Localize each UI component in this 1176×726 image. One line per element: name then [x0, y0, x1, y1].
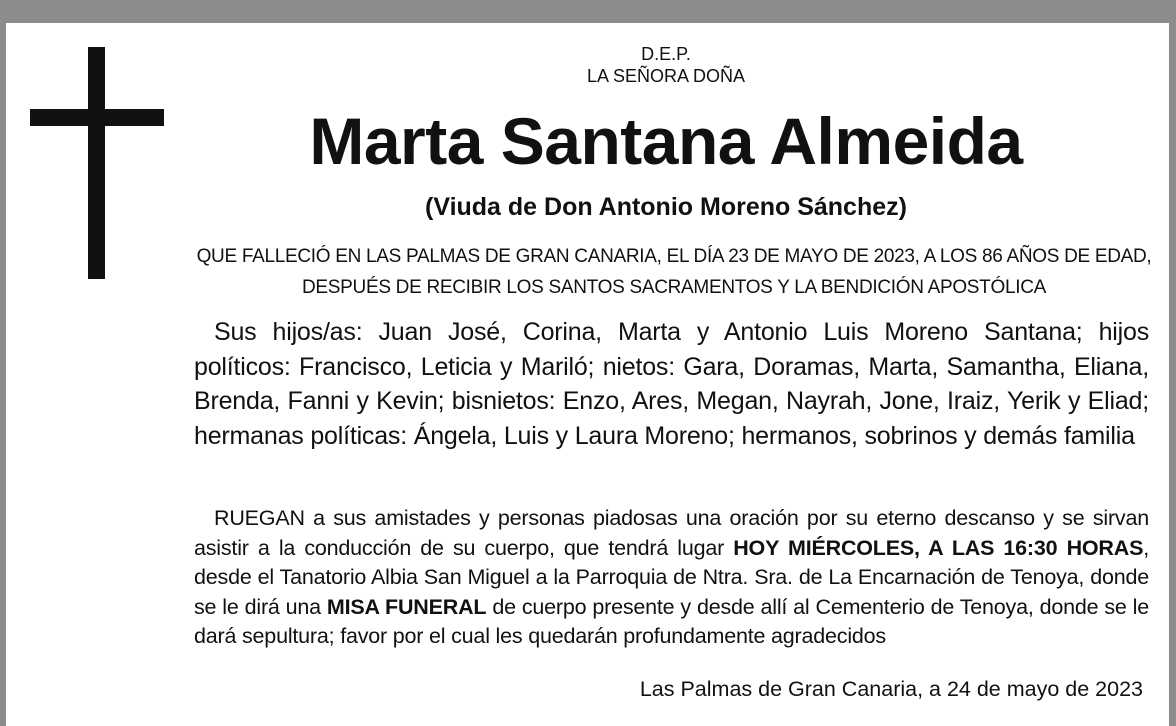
request-text-3: de cuerpo presente y desde allí al Cementerio de Tenoya, donde se le dará sepultura; favor por el cual les quedarán profundamente agradecidos — [194, 594, 1149, 648]
funeral-request — [194, 504, 1149, 652]
request-text-2: , desde el Tanatorio Albia San Miguel a la Parroquia de Ntra. Sra. de La Encarnación de Tenoya, donde se le dirá una — [194, 535, 1149, 619]
request-text-1: RUEGAN a sus amistades y personas piadosas una oración por su eterno descanso y se sirvan asistir a la conducción de su cuerpo, que tendrá lugar — [194, 506, 1149, 560]
dep-label: D.E.P. — [641, 44, 691, 64]
widow-line: (Viuda de Don Antonio Moreno Sánchez) — [425, 193, 907, 221]
obituary-notice — [6, 23, 1169, 726]
place-date: Las Palmas de Gran Canaria, a 24 de mayo de 2023 — [639, 677, 1143, 701]
mass-label: MISA FUNERAL — [326, 594, 487, 619]
header — [426, 43, 906, 87]
death-notice: QUE FALLECIÓ EN LAS PALMAS DE GRAN CANARIA, EL DÍA 23 DE MAYO DE 2023, A LOS 86 AÑOS DE EDAD, DESPUÉS DE RECIBIR LOS SANTOS SACRAMENTOS Y LA BENDICIÓN APOSTÓLICA — [196, 246, 1152, 298]
service-time: HOY MIÉRCOLES, A LAS 16:30 HORAS — [733, 535, 1144, 560]
deceased-name: Marta Santana Almeida — [309, 104, 1023, 178]
family-list: Sus hijos/as: Juan José, Corina, Marta y Antonio Luis Moreno Santana; hijos políticos: Francisco, Leticia y Mariló; nietos: Gara, Doramas, Marta, Samantha, Eliana, Brenda, Fanni y Kevin; bisnietos: Enzo, Ares, Megan, Nayrah, Jone, Iraiz, Yerik y Eliad; hermanas políticas: Ángela, Luis y Laura Moreno; hermanos, sobrinos y demás familia — [194, 318, 1149, 450]
title-line: LA SEÑORA DOÑA — [586, 66, 746, 86]
